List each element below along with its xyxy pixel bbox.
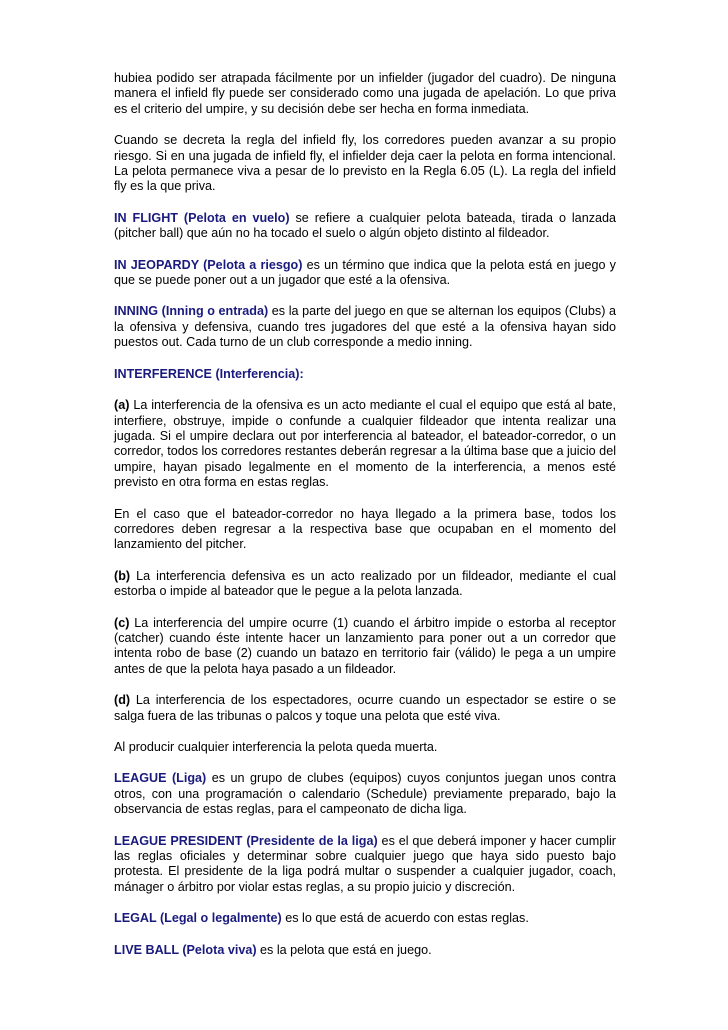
item-text: La interferencia de la ofensiva es un acto mediante el cual el equipo que está al bate, interfiere, obstruye, impide o confunde a cualquier fildeador que intenta realizar una jugada. Si el umpire declara out por interferencia al bateador, el bateador-corredor, o un corredor, todos los corredores restantes deberán regresar a la última base que a juicio del umpire, hayan pisado legalmente en el momento de la interferencia, a menos esté previsto en otra forma en estas reglas.	[114, 398, 616, 490]
definition-interference-heading	[114, 367, 616, 382]
paragraph-batter-runner	[114, 507, 616, 553]
item-marker-c: (c)	[114, 615, 130, 630]
term-league-president: LEAGUE PRESIDENT (Presidente de la liga)	[114, 833, 378, 848]
interference-item-d	[114, 693, 616, 724]
term-league: LEAGUE (Liga)	[114, 771, 207, 786]
interference-item-b	[114, 569, 616, 600]
item-marker-d: (d)	[114, 693, 131, 708]
item-marker-b: (b)	[114, 568, 131, 583]
definition-league	[114, 771, 616, 817]
definition-live-ball	[114, 943, 616, 958]
term-in-flight: IN FLIGHT (Pelota en vuelo)	[114, 210, 290, 225]
paragraph-text: Cuando se decreta la regla del infield fly, los corredores pueden avanzar a su propio riesgo. Si en una jugada de infield fly, el infielder deja caer la pelota en forma intencional. La pelota permanece viva a pesar de lo previsto en la Regla 6.05 (L). La regla del infield fly es la que priva.	[114, 133, 616, 194]
paragraph-infield-fly-rule	[114, 133, 616, 195]
term-interference: INTERFERENCE (Interferencia):	[114, 366, 304, 381]
definition-text: es la pelota que está en juego.	[256, 942, 432, 957]
paragraph-text: hubiea podido ser atrapada fácilmente por un infielder (jugador del cuadro). De ninguna manera el infield fly puede ser considerado como una jugada de apelación. Lo que priva es el criterio del umpire, y su decisión debe ser hecha en forma inmediata.	[114, 71, 616, 116]
item-text: La interferencia de los espectadores, ocurre cuando un espectador se estire o se salga fuera de las tribunas o palcos y toque una pelota que esté viva.	[114, 693, 616, 723]
term-legal: LEGAL (Legal o legalmente)	[114, 911, 282, 926]
item-marker-a: (a)	[114, 398, 130, 413]
definition-league-president	[114, 834, 616, 896]
paragraph-text: En el caso que el bateador-corredor no haya llegado a la primera base, todos los corredores deben regresar a la respectiva base que ocupaban en el momento del lanzamiento del pitcher.	[114, 506, 616, 552]
definition-text: es el que deberá imponer y hacer cumplir las reglas oficiales y determinar sobre cualquier juego que haya sido puesto bajo protesta. El presidente de la liga podrá multar o suspender a cualquier jugador, coach, mánager o árbitro por violar estas reglas, a su propio juicio y discreción.	[114, 833, 616, 894]
interference-item-a	[114, 398, 616, 490]
paragraph-infield-fly-continued	[114, 71, 616, 117]
item-text: La interferencia defensiva es un acto realizado por un fildeador, mediante el cual estorba o impide al bateador que le pegue a la pelota lanzada.	[114, 568, 616, 599]
definition-text: se refiere a cualquier pelota bateada, tirada o lanzada (pitcher ball) que aún no ha tocado el suelo o algún objeto distinto al fildeador.	[114, 210, 617, 241]
definition-in-jeopardy	[114, 258, 616, 289]
paragraph-text: Al producir cualquier interferencia la pelota queda muerta.	[114, 740, 438, 754]
definition-text: es la parte del juego en que se alternan los equipos (Clubs) a la ofensiva y defensiva, cuando tres jugadores del que esté a la ofensiva hayan sido puestos out. Cada turno de un club corresponde a medio inning.	[114, 304, 616, 350]
definition-inning	[114, 304, 616, 350]
term-live-ball: LIVE BALL (Pelota viva)	[114, 942, 257, 957]
paragraph-dead-ball	[114, 740, 616, 755]
definition-text: es lo que está de acuerdo con estas reglas.	[281, 911, 529, 926]
definition-in-flight	[114, 211, 616, 242]
definition-text: es un término que indica que la pelota está en juego y que se puede poner out a un jugador que esté a la ofensiva.	[114, 257, 616, 288]
definition-legal	[114, 911, 616, 926]
interference-item-c	[114, 616, 616, 678]
definition-text: es un grupo de clubes (equipos) cuyos conjuntos juegan unos contra otros, con una programación o calendario (Schedule) previamente preparado, bajo la observancia de estas reglas, para el campeonato de dicha liga.	[114, 771, 616, 817]
term-in-jeopardy: IN JEOPARDY (Pelota a riesgo)	[114, 257, 303, 272]
item-text: La interferencia del umpire ocurre (1) cuando el árbitro impide o estorba al receptor (catcher) cuando éste intente hacer un lanzamiento para poner out a un corredor que intenta robo de base (2) cuando un batazo en territorio fair (válido) le pega a un umpire antes de que la pelota haya pasado a un fildeador.	[114, 615, 616, 676]
term-inning: INNING (Inning o entrada)	[114, 304, 269, 319]
